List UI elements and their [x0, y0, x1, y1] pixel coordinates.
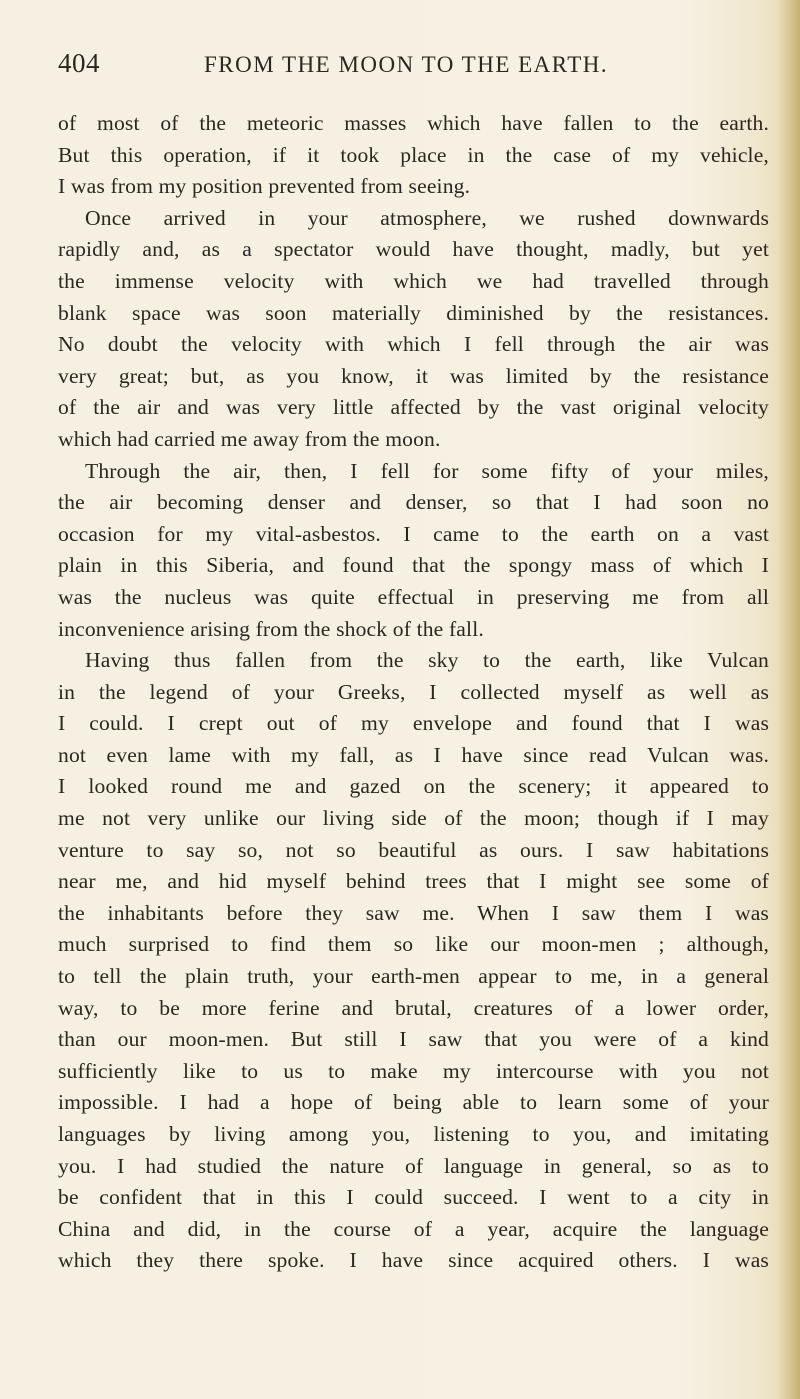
text-line: way, to be more ferine and brutal, creatures of a lower order, [58, 995, 769, 1020]
text-line: languages by living among you, listening to you, and imitating [58, 1122, 769, 1146]
text-line: No doubt the velocity with which I fell through the air was [58, 332, 769, 357]
text-line: But this operation, if it took place in the case of my vehicle, [58, 142, 769, 167]
text-line: plain in this Siberia, and found that the spongy mass of which I [58, 553, 769, 578]
text-line: impossible. I had a hope of being able to learn some of your [58, 1090, 769, 1115]
text-line: Having thus fallen from the sky to the earth, like Vulcan [85, 648, 769, 673]
text-line: sufficiently like to us to make my intercourse with you not [58, 1058, 769, 1083]
text-line: occasion for my vital-asbestos. I came to the earth on a vast [58, 521, 769, 546]
text-line: blank space was soon materially diminished by the resistances. [58, 300, 769, 325]
text-line: of most of the meteoric masses which have fallen to the earth. [58, 111, 769, 135]
running-head: FROM THE MOON TO THE EARTH. [204, 52, 609, 77]
text-line: not even lame with my fall, as I have since read Vulcan was. [58, 742, 769, 767]
text-line: I could. I crept out of my envelope and found that I was [58, 711, 769, 736]
text-line: of the air and was very little affected by the vast original velocity [58, 395, 769, 420]
text-line: China and did, in the course of a year, acquire the language [58, 1216, 769, 1241]
text-line: was the nucleus was quite effectual in preserving me from all [58, 584, 769, 609]
text-line: I was from my position prevented from seeing. [58, 174, 471, 199]
text-line: you. I had studied the nature of language in general, so as to [58, 1153, 769, 1178]
page-number: 404 [58, 48, 100, 78]
text-line: the immense velocity with which we had travelled through [58, 268, 769, 293]
text-line: I looked round me and gazed on the scenery; it appeared to [58, 774, 769, 799]
text-line: Through the air, then, I fell for some fifty of your miles, [85, 458, 769, 483]
page-header [58, 48, 758, 88]
text-line: which they there spoke. I have since acquired others. I was [58, 1248, 769, 1273]
text-line: which had carried me away from the moon. [58, 426, 441, 451]
text-line: the inhabitants before they saw me. When I saw them I was [58, 900, 769, 925]
text-line: rapidly and, as a spectator would have thought, madly, but yet [58, 237, 769, 262]
text-line: venture to say so, not so beautiful as ours. I saw habitations [58, 837, 769, 862]
text-line: in the legend of your Greeks, I collected myself as well as [58, 679, 769, 704]
text-line: than our moon-men. But still I saw that you were of a kind [58, 1027, 769, 1052]
text-line: Once arrived in your atmosphere, we rushed downwards [85, 205, 769, 230]
text-line: inconvenience arising from the shock of the fall. [58, 616, 484, 641]
text-line: much surprised to find them so like our moon-men ; although, [58, 932, 769, 957]
body-text [58, 108, 769, 1277]
text-line: very great; but, as you know, it was limited by the resistance [58, 363, 769, 388]
text-line: to tell the plain truth, your earth-men appear to me, in a general [58, 964, 769, 989]
text-line: the air becoming denser and denser, so that I had soon no [58, 490, 769, 515]
text-line: near me, and hid myself behind trees that I might see some of [58, 869, 769, 894]
text-line: be confident that in this I could succeed. I went to a city in [58, 1185, 769, 1210]
text-line: me not very unlike our living side of the moon; though if I may [58, 806, 769, 831]
page-edge-shadow [778, 0, 800, 1399]
